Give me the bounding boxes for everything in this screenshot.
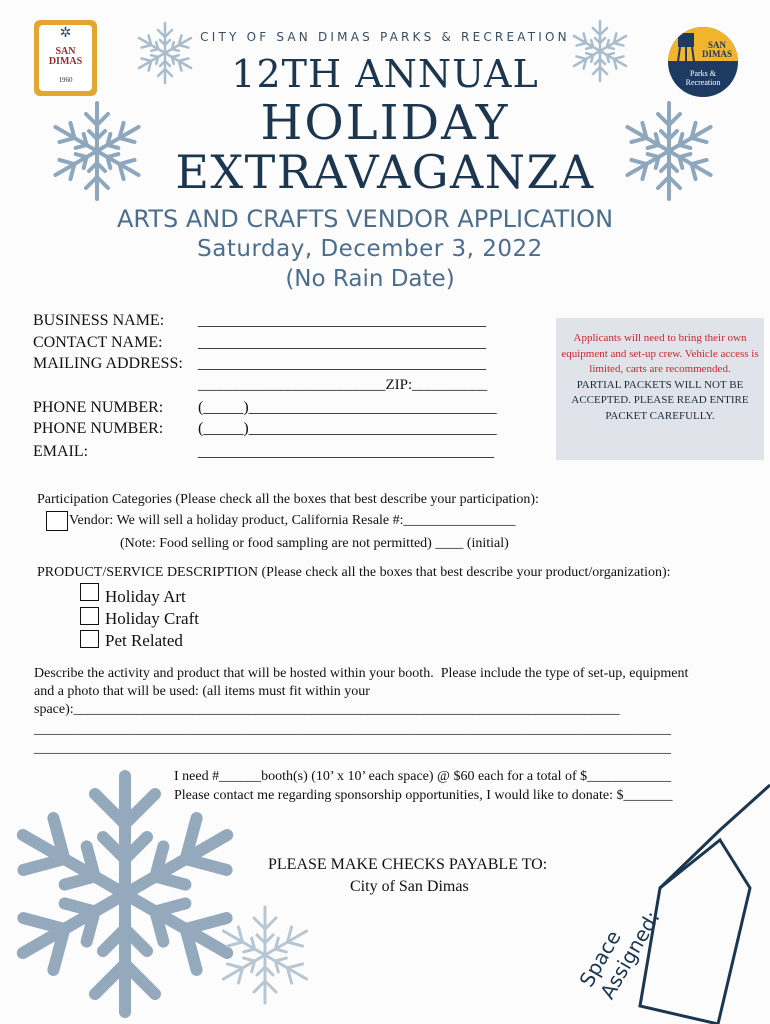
notice-box (556, 318, 764, 460)
holiday-art-checkbox[interactable] (80, 583, 99, 601)
email-field[interactable]: _____________________________________ (198, 443, 494, 460)
holiday-craft-checkbox[interactable] (80, 607, 99, 625)
business-name-field[interactable]: ____________________________________ (198, 312, 486, 329)
participation-heading: Participation Categories (Please check all the boxes that best describe your participation): (37, 492, 539, 507)
phone-number-label: PHONE NUMBER: (33, 399, 164, 416)
rain-date-note: (No Rain Date) (285, 266, 455, 292)
holiday-craft-label: Holiday Craft (105, 609, 199, 628)
equipment-notice: Applicants will need to bring their own equipment and set-up crew. Vehicle access is limited, carts are recommended. (561, 332, 759, 375)
describe-line-2: and a photo that will be used: (all items must fit within your (34, 684, 370, 699)
phone-number-field-2[interactable]: (_____)_______________________________ (198, 420, 497, 437)
business-name-label: BUSINESS NAME: (33, 312, 165, 329)
checks-payee: City of San Dimas (350, 878, 469, 895)
checks-payable-heading: PLEASE MAKE CHECKS PAYABLE TO: (268, 856, 548, 873)
event-date: Saturday, December 3, 2022 (197, 236, 543, 262)
space-assigned-label: Space Assigned: (574, 906, 665, 1003)
org-name: CITY OF SAN DIMAS PARKS & RECREATION (200, 30, 570, 44)
holiday-art-label: Holiday Art (105, 587, 186, 606)
vendor-label: Vendor: We will sell a holiday product, California Resale #:________________ (69, 513, 516, 528)
phone-number-label-2: PHONE NUMBER: (33, 420, 164, 437)
pet-related-checkbox[interactable] (80, 630, 99, 648)
mailing-address-field[interactable]: ____________________________________ (198, 355, 486, 372)
describe-line-1: Describe the activity and product that will be hosted within your booth. Please include the type of set-up, equipment (34, 666, 689, 681)
title-line-1: 12TH ANNUAL (231, 52, 539, 96)
tree-icon: ✲ (59, 26, 72, 41)
form-subtitle: ARTS AND CRAFTS VENDOR APPLICATION (116, 205, 614, 233)
logo-text: DIMAS (48, 56, 83, 67)
contact-name-label: CONTACT NAME: (33, 334, 163, 351)
logo-text: 1960 (58, 76, 73, 84)
title-line-3: EXTRAVAGANZA (175, 145, 595, 199)
snowflake-icon (210, 900, 320, 1010)
booth-request[interactable]: I need #______booth(s) (10’ x 10’ each space) @ $60 each for a total of $____________ (174, 769, 672, 784)
logo-text: Parks & Recreation (685, 69, 721, 87)
partial-packets-notice: PARTIAL PACKETS WILL NOT BE ACCEPTED. PLEASE READ ENTIRE PACKET CAREFULLY. (571, 378, 749, 422)
vendor-checkbox[interactable] (46, 511, 68, 531)
zip-field[interactable]: _________________________ZIP:__________ (198, 377, 488, 393)
product-heading: PRODUCT/SERVICE DESCRIPTION (Please check all the boxes that best describe your product/organization): (37, 565, 671, 580)
contact-name-field[interactable]: ____________________________________ (198, 334, 486, 351)
title-line-2: HOLIDAY (260, 95, 510, 151)
mailing-address-label: MAILING ADDRESS: (33, 355, 183, 372)
food-note: (Note: Food selling or food sampling are not permitted) ____ (initial) (120, 536, 509, 551)
pet-related-label: Pet Related (105, 631, 183, 650)
describe-field-2[interactable]: ___________________________________________________________________________________________ (34, 722, 671, 737)
describe-field-3[interactable]: ___________________________________________________________________________________________ (34, 741, 671, 756)
phone-number-field[interactable]: (_____)_______________________________ (198, 399, 497, 416)
logo-text: SAN (55, 46, 76, 57)
describe-field-1[interactable]: space):______________________________________________________________________________ (34, 702, 620, 717)
sponsorship-donation[interactable]: Please contact me regarding sponsorship opportunities, I would like to donate: $_______ (174, 788, 673, 803)
logo-text: SAN DIMAS (702, 40, 733, 59)
email-label: EMAIL: (33, 443, 89, 460)
